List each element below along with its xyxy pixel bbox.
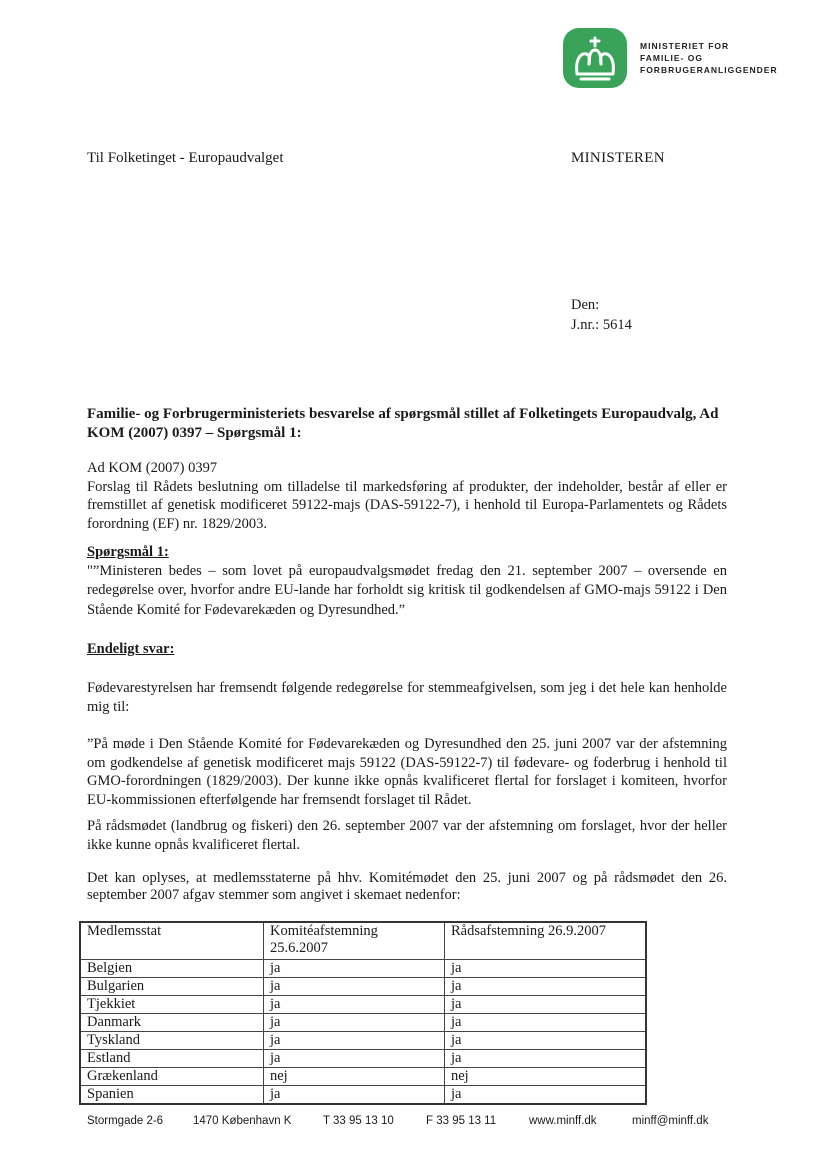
table-cell: Tyskland — [80, 1032, 264, 1050]
date-label: Den: — [571, 297, 600, 313]
table-cell: ja — [264, 1032, 445, 1050]
table-cell: ja — [445, 1086, 647, 1105]
table-cell: Danmark — [80, 1014, 264, 1032]
table-header-cell: Medlemsstat — [80, 922, 264, 960]
table-cell: ja — [445, 1014, 647, 1032]
table-cell: Tjekkiet — [80, 996, 264, 1014]
question-heading: Spørgsmål 1: — [87, 544, 169, 560]
table-cell: ja — [445, 1050, 647, 1068]
table-header-cell: Rådsafstemning 26.9.2007 — [445, 922, 647, 960]
page-footer — [87, 1115, 727, 1133]
footer-phone: T 33 95 13 10 — [323, 1115, 394, 1127]
table-cell: nej — [445, 1068, 647, 1086]
reference-text: Forslag til Rådets beslutning om tilladelse til markedsføring af produkter, der indeholder, består af eller er fremstillet af genetisk modificeret 59122-majs (DAS-59122-7), i henhold til Europa-Parlamentets og Rådets forordning (EF) nr. 1829/2003. — [87, 478, 727, 532]
table-row — [80, 960, 646, 978]
table-cell: ja — [264, 1014, 445, 1032]
table-cell: Bulgarien — [80, 978, 264, 996]
footer-address: Stormgade 2-6 — [87, 1115, 164, 1127]
ministry-line-1: MINISTERIET FOR — [640, 41, 730, 51]
footer-website-link[interactable]: www.minff.dk — [529, 1115, 597, 1127]
table-cell: ja — [264, 1050, 445, 1068]
table-cell: Estland — [80, 1050, 264, 1068]
table-row — [80, 1014, 646, 1032]
recipient: Til Folketinget - Europaudvalget — [87, 150, 284, 166]
reference-block — [87, 459, 727, 533]
question-text: "”Ministeren bedes – som lovet på europaudvalgsmødet fredag den 21. september 2007 – oversende en redegørelse over, hvorfor andre EU-lande har forholdt sig kritisk til godkendelsen af GMO-majs 59122 i Den Stående Komité for Fødevarekæden og Dyresundhed.” — [87, 562, 727, 618]
table-cell: nej — [264, 1068, 445, 1086]
ministry-line-2: FAMILIE- OG — [640, 53, 703, 63]
table-cell: ja — [264, 1086, 445, 1105]
table-cell: ja — [264, 978, 445, 996]
table-cell: ja — [445, 996, 647, 1014]
table-cell: ja — [264, 960, 445, 978]
table-row — [80, 1086, 646, 1105]
table-cell: ja — [445, 1032, 647, 1050]
ministry-name — [640, 40, 778, 76]
answer-paragraph-1: Fødevarestyrelsen har fremsendt følgende redegørelse for stemmeafgivelsen, som jeg i det hele kan henholde mig til: — [87, 680, 727, 715]
table-cell: ja — [445, 978, 647, 996]
answer-paragraph-3: På rådsmødet (landbrug og fiskeri) den 26. september 2007 var der afstemning om forslaget, hvor der heller ikke kunne opnås kvalificeret flertal. — [87, 818, 727, 853]
sender: MINISTEREN — [571, 150, 665, 166]
footer-email-link[interactable]: minff@minff.dk — [632, 1115, 709, 1127]
table-row — [80, 978, 646, 996]
table-cell: Spanien — [80, 1086, 264, 1105]
table-cell: ja — [264, 996, 445, 1014]
footer-fax: F 33 95 13 11 — [426, 1115, 497, 1127]
reference-line: Ad KOM (2007) 0397 — [87, 460, 218, 476]
table-row — [80, 1050, 646, 1068]
table-header-row — [80, 922, 646, 960]
crown-icon — [563, 28, 627, 88]
answer-paragraph-2: ”På møde i Den Stående Komité for Fødevarekæden og Dyresundhed den 25. juni 2007 var der afstemning om godkendelse af genetisk modificeret majs 59122 (DAS-59122-7) til fødevare- og foderbrug i henhold til GMO-forordningen (1829/2003). Der kunne ikke opnås kvalificeret flertal for forslaget i komiteen, hvorfor EU-kommissionen efterfølgende har fremsendt forslaget til Rådet. — [87, 736, 727, 808]
journal-number: J.nr.: 5614 — [571, 317, 632, 333]
date-journal-block — [571, 295, 632, 335]
table-cell: Belgien — [80, 960, 264, 978]
question-block — [87, 543, 727, 620]
table-row — [80, 1068, 646, 1086]
answer-paragraph-4: Det kan oplyses, at medlemsstaterne på hhv. Komitémødet den 25. juni 2007 og på rådsmødet den 26. september 2007 afgav stemmer som angivet i skemaet nedenfor: — [87, 870, 727, 903]
table-row — [80, 1032, 646, 1050]
vote-table — [79, 921, 647, 1105]
table-header-cell: Komitéafstemning 25.6.2007 — [264, 922, 445, 960]
table-cell: ja — [445, 960, 647, 978]
ministry-crown-logo — [563, 28, 627, 88]
letter-heading: Familie- og Forbrugerministeriets besvarelse af spørgsmål stillet af Folketingets Europaudvalg, Ad KOM (2007) 0397 – Spørgsmål 1: — [87, 406, 719, 441]
ministry-line-3: FORBRUGERANLIGGENDER — [640, 65, 778, 75]
table-row — [80, 996, 646, 1014]
answer-heading: Endeligt svar: — [87, 641, 175, 657]
table-cell: Grækenland — [80, 1068, 264, 1086]
footer-city: 1470 København K — [193, 1115, 292, 1127]
